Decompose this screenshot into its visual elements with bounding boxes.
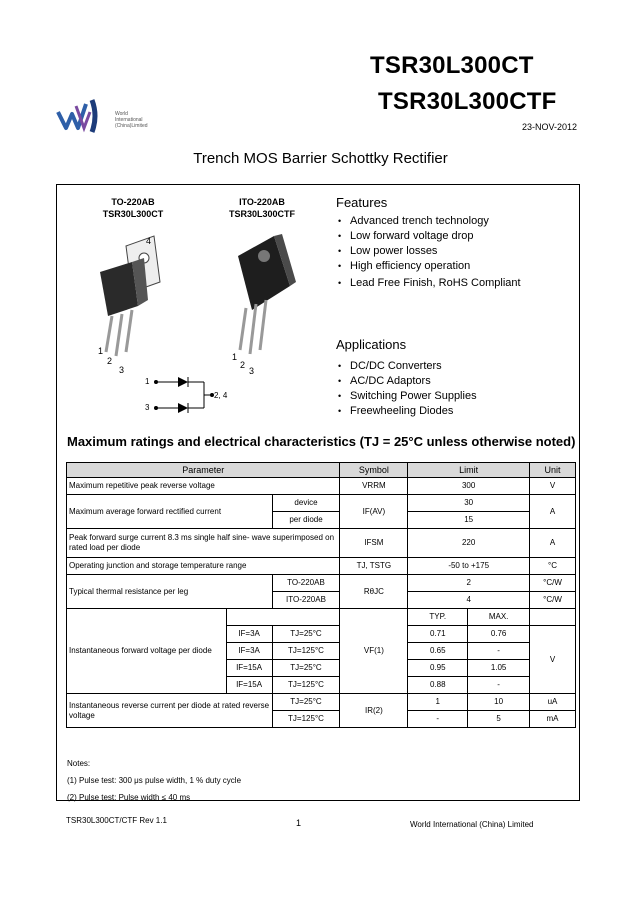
table-row: Operating junction and storage temperature range TJ, TSTG -50 to +175 °C (67, 558, 576, 575)
ito-pin-label-2: 2 (240, 360, 246, 370)
table-row: Maximum average forward rectified current device IF(AV) 30 A (67, 495, 576, 512)
pin-label-1: 1 (98, 346, 104, 356)
list-item: • Lead Free Finish, RoHS Compliant (338, 276, 521, 291)
table-row: IF=3A TJ=25°C 0.71 0.76 V (67, 626, 576, 643)
table-row: Instantaneous forward voltage per diode VF(1) TYP. MAX. (67, 609, 576, 626)
notes-title: Notes: (67, 759, 91, 768)
applications-title: Applications (336, 337, 407, 352)
list-item: • Advanced trench technology (338, 214, 521, 229)
features-list (338, 214, 521, 291)
table-row: TJ=125°C - 5 mA (67, 711, 576, 728)
document-date: 23-NOV-2012 (522, 122, 578, 132)
table-row: IF=15A TJ=25°C 0.95 1.05 (67, 660, 576, 677)
schematic-label-pin1: 1 (145, 377, 150, 386)
part-number-primary: TSR30L300CT (370, 52, 534, 79)
ratings-table (66, 462, 576, 728)
pin-label-3: 3 (119, 365, 125, 375)
logo-text: World International (China)Limited (115, 111, 148, 129)
applications-list (338, 359, 477, 419)
table-header-row: Parameter Symbol Limit Unit (67, 463, 576, 478)
part-number-secondary: TSR30L300CTF (378, 88, 557, 115)
note-item: (1) Pulse test: 300 μs pulse width, 1 % duty cycle (67, 776, 242, 785)
package-label-ito220: ITO-220AB TSR30L300CTF (228, 197, 296, 219)
ito-pin-label-1: 1 (232, 352, 238, 362)
pin-label-2: 2 (107, 356, 113, 366)
company-logo-icon (56, 98, 166, 134)
list-item: • Freewheeling Diodes (338, 404, 477, 419)
features-title: Features (336, 195, 388, 210)
diode-schematic-icon (150, 374, 220, 418)
footer-doc-revision: TSR30L300CT/CTF Rev 1.1 (66, 816, 167, 825)
ito220-package-icon (220, 226, 316, 366)
ratings-title: Maximum ratings and electrical characteristics (TJ = 25°C unless otherwise noted) (67, 434, 576, 449)
list-item: • DC/DC Converters (338, 359, 477, 374)
document-title: Trench MOS Barrier Schottky Rectifier (193, 150, 448, 167)
table-row: Maximum repetitive peak reverse voltage VRRM 300 V (67, 478, 576, 495)
table-row: IF=3A TJ=125°C 0.65 - (67, 643, 576, 660)
table-row: Instantaneous reverse current per diode at rated reverse voltage TJ=25°C IR(2) 1 10 uA (67, 694, 576, 711)
table-row: Typical thermal resistance per leg TO-220AB RθJC 2 °C/W (67, 575, 576, 592)
list-item: • Switching Power Supplies (338, 389, 477, 404)
schematic-label-pin3: 3 (145, 403, 150, 412)
ito-pin-label-3: 3 (249, 366, 255, 376)
pin-label-4: 4 (146, 236, 152, 246)
table-row: IF=15A TJ=125°C 0.88 - (67, 677, 576, 694)
table-row: per diode 15 (67, 512, 576, 529)
table-row: ITO-220AB 4 °C/W (67, 592, 576, 609)
list-item: • AC/DC Adaptors (338, 374, 477, 389)
footer-company: World International (China) Limited (410, 820, 534, 829)
list-item: • High efficiency operation (338, 259, 521, 274)
table-row: Peak forward surge current 8.3 ms single half sine- wave superimposed on rated load per diode IFSM 220 A (67, 529, 576, 558)
list-item: • Low forward voltage drop (338, 229, 521, 244)
notes-section (67, 755, 241, 806)
footer-page-number: 1 (296, 818, 302, 828)
schematic-label-common: 2, 4 (214, 391, 228, 400)
list-item: • Low power losses (338, 244, 521, 259)
package-label-to220: TO-220AB TSR30L300CT (102, 197, 164, 219)
note-item: (2) Pulse test: Pulse width ≤ 40 ms (67, 793, 191, 802)
